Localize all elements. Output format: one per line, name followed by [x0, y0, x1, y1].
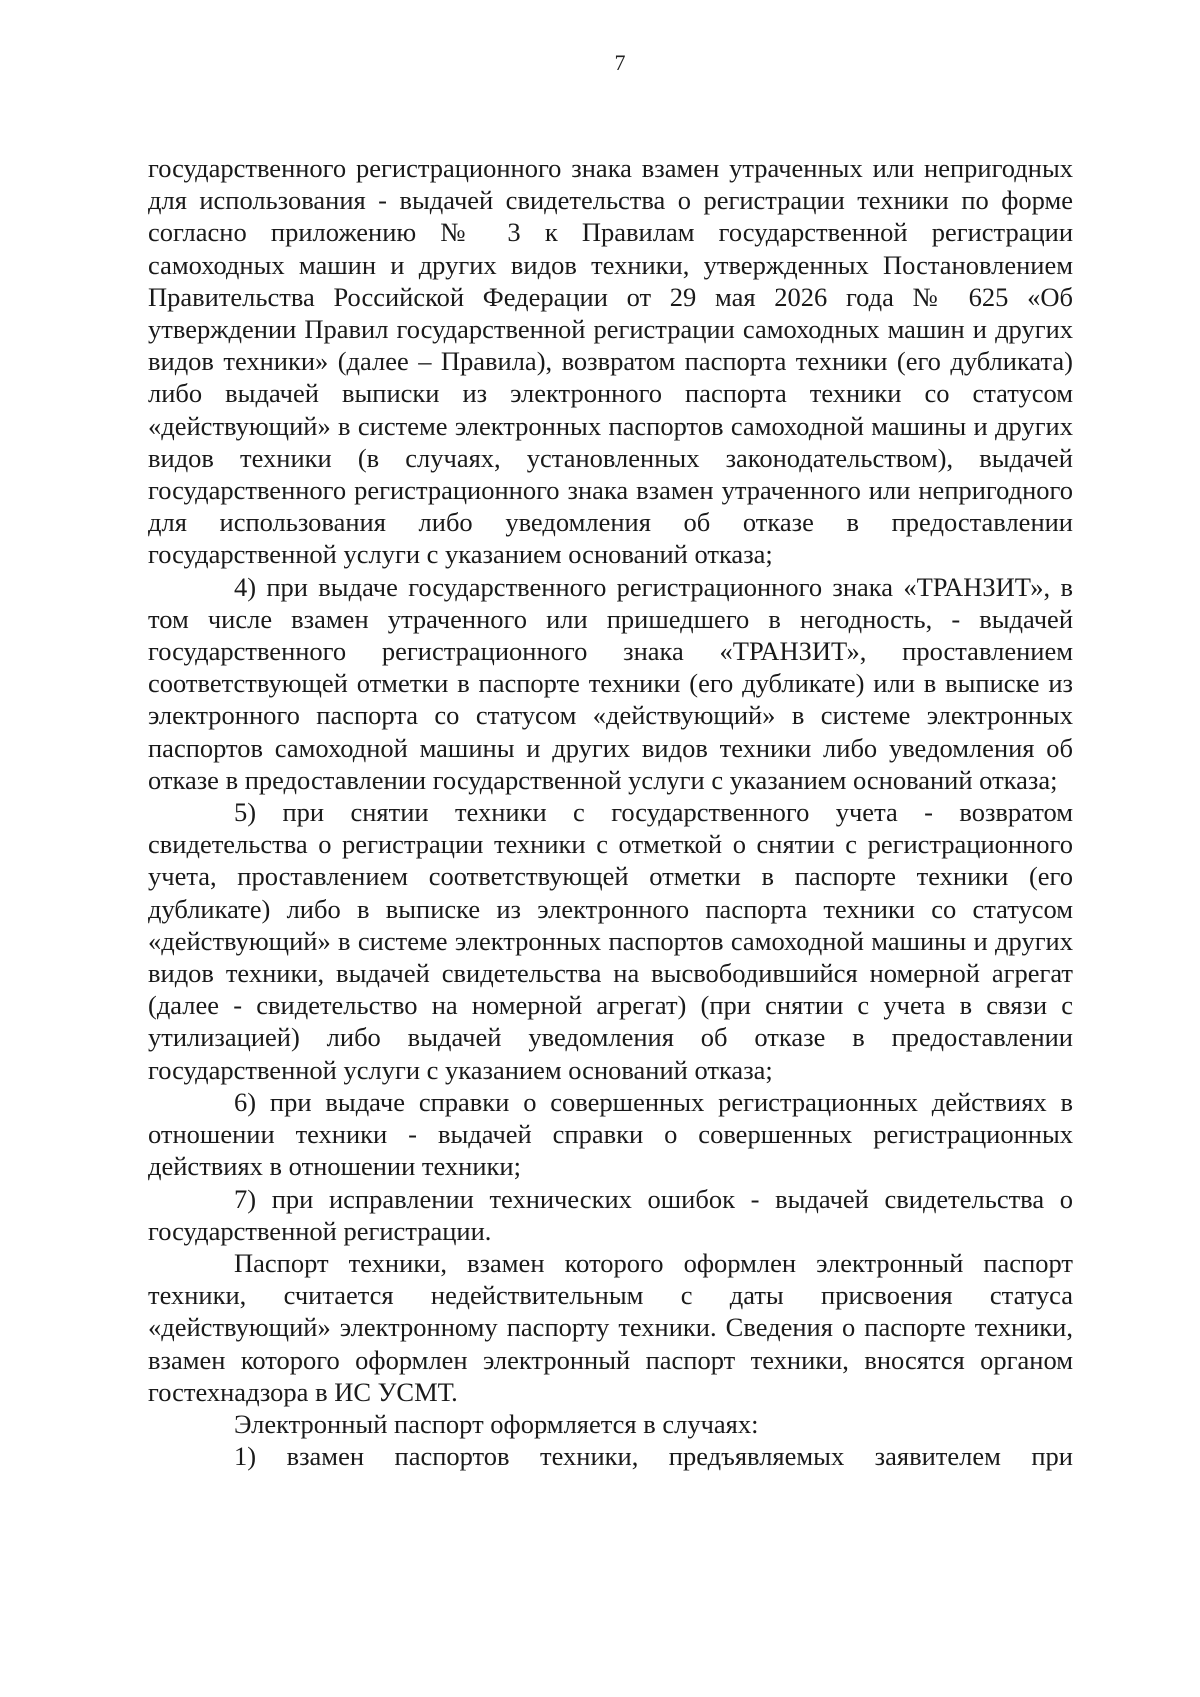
paragraph-case-1: 1) взамен паспортов техники, предъявляемых заявителем при [234, 1441, 1073, 1472]
paragraph-electronic-passport-cases: Электронный паспорт оформляется в случаях: [234, 1408, 759, 1439]
paragraph-passport-invalid: Паспорт техники, взамен которого оформлен электронный паспорт техники, считается недействительным с даты присвоения статуса «действующий» электронному паспорту техники. Сведения о паспорте техники, взамен которого оформлен электронный паспорт техники, вносятся органом гостехнадзора в ИС УСМТ. [148, 1247, 1073, 1407]
paragraph-continuation: государственного регистрационного знака взамен утраченных или непригодных для использования - выдачей свидетельства о регистрации техники по форме согласно приложению № 3 к Правилам государственной регистрации самоходных машин и других видов техники, утвержденных Постановлением Правительства Российской Федерации от 29 мая 2026 года № 625 «Об утверждении Правил государственной регистрации самоходных машин и других видов техники» (далее – Правила), возвратом паспорта техники (его дубликата) либо выдачей выписки из электронного паспорта техники со статусом «действующий» в системе электронных паспортов самоходной машины и других видов техники (в случаях, установленных законодательством), выдачей государственного регистрационного знака взамен утраченного или непригодного для использования либо уведомления об отказе в предоставлении государственной услуги с указанием оснований отказа; [148, 153, 1073, 570]
paragraph-item-7: 7) при исправлении технических ошибок - выдачей свидетельства о государственной регистрации. [148, 1183, 1073, 1246]
page-number: 7 [614, 50, 626, 75]
paragraph-item-6: 6) при выдаче справки о совершенных регистрационных действиях в отношении техники - выдачей справки о совершенных регистрационных действиях в отношении техники; [148, 1086, 1073, 1182]
document-body [148, 152, 1073, 1472]
paragraph-item-4: 4) при выдаче государственного регистрационного знака «ТРАНЗИТ», в том числе взамен утраченного или пришедшего в негодность, - выдачей государственного регистрационного знака «ТРАНЗИТ», проставлением соответствующей отметки в паспорте техники (его дубликате) или в выписке из электронного паспорта со статусом «действующий» в системе электронных паспортов самоходной машины и других видов техники либо уведомления об отказе в предоставлении государственной услуги с указанием оснований отказа; [148, 571, 1073, 795]
paragraph-item-5: 5) при снятии техники с государственного учета - возвратом свидетельства о регистрации техники с отметкой о снятии с регистрационного учета, проставлением соответствующей отметки в паспорте техники (его дубликате) либо в выписке из электронного паспорта техники со статусом «действующий» в системе электронных паспортов самоходной машины и других видов техники, выдачей свидетельства на высвободившийся номерной агрегат (далее - свидетельство на номерной агрегат) (при снятии с учета в связи с утилизацией) либо выдачей уведомления об отказе в предоставлении государственной услуги с указанием оснований отказа; [148, 797, 1073, 1085]
